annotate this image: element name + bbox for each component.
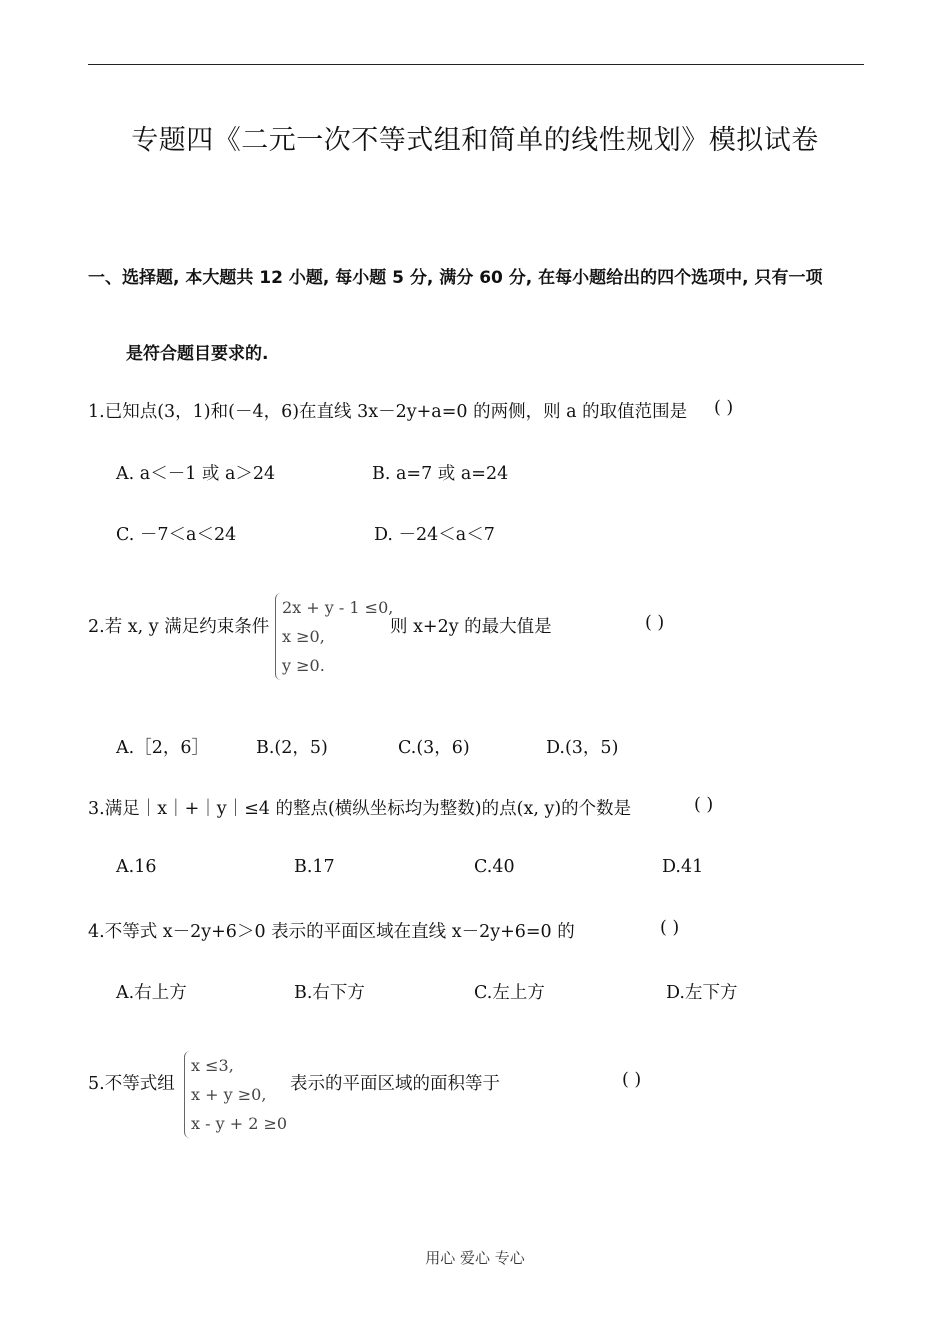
page-title: 专题四《二元一次不等式组和简单的线性规划》模拟试卷 xyxy=(131,125,819,156)
question-4-option-c: C.左上方 xyxy=(474,983,545,1003)
inequality-2: x + y ≥0, xyxy=(191,1085,267,1104)
constraint-3: y ≥0. xyxy=(282,656,325,675)
question-5-stem-after: 表示的平面区域的面积等于 xyxy=(290,1074,500,1094)
inequality-1: x ≤3, xyxy=(191,1056,234,1075)
question-1-answer-paren: ( ) xyxy=(714,398,734,418)
question-5-stem-before: 5.不等式组 xyxy=(88,1074,175,1094)
constraint-1: 2x + y - 1 ≤0, xyxy=(282,598,394,617)
question-2-stem-after: 则 x+2y 的最大值是 xyxy=(390,617,552,637)
question-2-option-a: A.［2，6］ xyxy=(116,738,209,758)
question-2-option-b: B.(2，5) xyxy=(256,738,328,758)
question-2-stem-before: 2.若 x, y 满足约束条件 xyxy=(88,617,270,637)
question-3-option-d: D.41 xyxy=(662,857,704,877)
question-5-inequality-system xyxy=(184,1051,287,1138)
question-3-stem: 3.满足｜x｜+｜y｜≤4 的整点(横纵坐标均为整数)的点(x, y)的个数是 xyxy=(88,799,632,819)
question-2-constraint-system xyxy=(275,593,393,680)
question-2-answer-paren: ( ) xyxy=(645,613,665,633)
question-2-option-c: C.(3，6) xyxy=(398,738,470,758)
question-4-option-d: D.左下方 xyxy=(666,983,738,1003)
question-4-answer-paren: ( ) xyxy=(660,918,680,938)
inequality-3: x - y + 2 ≥0 xyxy=(191,1114,288,1133)
question-1-option-c: C. －7＜a＜24 xyxy=(116,525,237,545)
question-2-option-d: D.(3，5) xyxy=(546,738,619,758)
question-4-option-a: A.右上方 xyxy=(116,983,187,1003)
section-heading-line2: 是符合题目要求的. xyxy=(126,344,269,364)
question-3-option-a: A.16 xyxy=(116,857,157,877)
question-5-answer-paren: ( ) xyxy=(622,1070,642,1090)
header-rule xyxy=(88,64,864,65)
question-4-stem: 4.不等式 x－2y+6＞0 表示的平面区域在直线 x－2y+6=0 的 xyxy=(88,922,575,942)
section-heading-line1: 一、选择题, 本大题共 12 小题, 每小题 5 分, 满分 60 分, 在每小题给出的四个选项中, 只有一项 xyxy=(88,268,823,288)
question-3-option-c: C.40 xyxy=(474,857,515,877)
question-1-option-b: B. a=7 或 a=24 xyxy=(372,464,509,484)
question-3-option-b: B.17 xyxy=(294,857,335,877)
question-1-stem: 1.已知点(3，1)和(－4，6)在直线 3x－2y+a=0 的两侧，则 a 的取值范围是 xyxy=(88,402,688,422)
question-4-option-b: B.右下方 xyxy=(294,983,365,1003)
question-3-answer-paren: ( ) xyxy=(694,795,714,815)
constraint-2: x ≥0, xyxy=(282,627,325,646)
question-1-option-a: A. a＜－1 或 a＞24 xyxy=(116,464,276,484)
page-footer: 用心 爱心 专心 xyxy=(425,1249,525,1267)
question-1-option-d: D. －24＜a＜7 xyxy=(374,525,495,545)
